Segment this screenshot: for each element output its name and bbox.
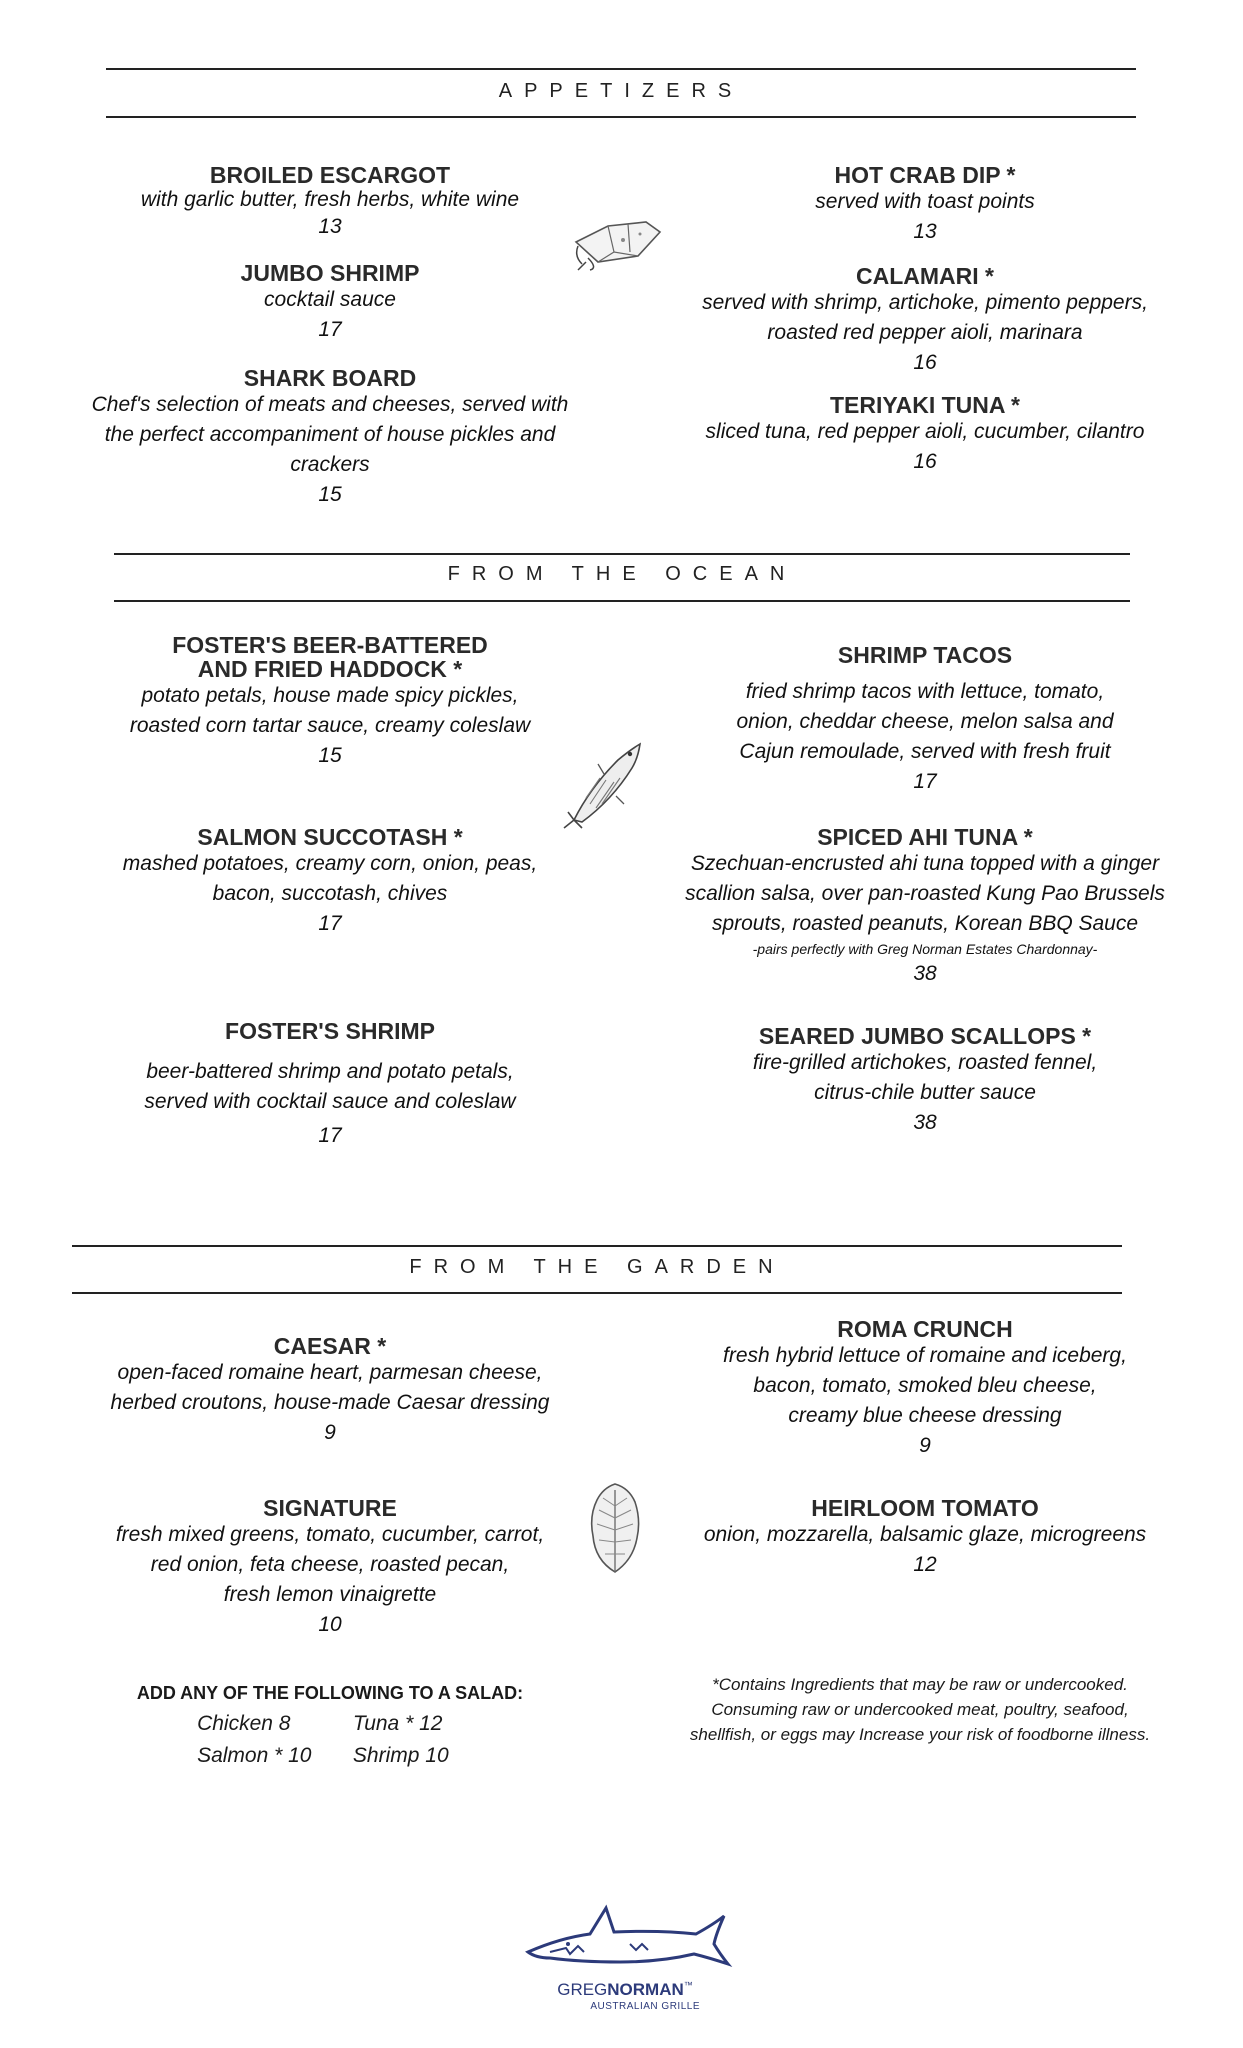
- item-desc: onion, cheddar cheese, melon salsa and: [736, 710, 1114, 733]
- menu-item-seared-scallops: [665, 1024, 1185, 1138]
- notice-line: shellfish, or eggs may Increase your risk of foodborne illness.: [689, 1725, 1151, 1744]
- menu-item-hot-crab-dip: [665, 163, 1185, 247]
- item-desc: sliced tuna, red pepper aioli, cucumber, cilantro: [705, 420, 1145, 443]
- item-name: ROMA CRUNCH: [837, 1316, 1013, 1342]
- menu-item-heirloom-tomato: [665, 1496, 1185, 1580]
- addons-row: [130, 1708, 530, 1740]
- lettuce-leaf-illustration-icon: [585, 1480, 645, 1581]
- item-desc: served with toast points: [815, 190, 1035, 213]
- menu-item-escargot: [80, 163, 580, 241]
- item-desc: red onion, feta cheese, roasted pecan,: [150, 1553, 510, 1576]
- item-desc: the perfect accompaniment of house pickles and: [104, 423, 556, 446]
- addon-shrimp: Shrimp 10: [352, 1744, 449, 1767]
- item-name: HEIRLOOM TOMATO: [811, 1495, 1039, 1521]
- ocean-heading: FROM THE OCEAN: [447, 563, 797, 585]
- notice-line: Consuming raw or undercooked meat, poultry, seafood,: [711, 1700, 1129, 1719]
- item-desc: cocktail sauce: [264, 288, 396, 311]
- raw-food-notice: [640, 1672, 1200, 1747]
- item-name: BROILED ESCARGOT: [209, 162, 451, 188]
- item-desc: with garlic butter, fresh herbs, white wine: [140, 188, 520, 211]
- item-desc: mashed potatoes, creamy corn, onion, peas,: [122, 852, 538, 875]
- menu-item-jumbo-shrimp: [80, 261, 580, 345]
- salad-addons: [130, 1683, 530, 1772]
- item-price: 13: [913, 220, 937, 243]
- item-desc: beer-battered shrimp and potato petals,: [146, 1060, 514, 1083]
- wine-pairing-note: -pairs perfectly with Greg Norman Estates Chardonnay-: [752, 941, 1098, 957]
- addon-salmon: Salmon * 10: [197, 1744, 312, 1767]
- item-desc: citrus-chile butter sauce: [814, 1081, 1036, 1104]
- item-name: JUMBO SHRIMP: [240, 260, 420, 286]
- item-name: SALMON SUCCOTASH *: [197, 824, 463, 850]
- item-name: SHARK BOARD: [243, 365, 417, 391]
- item-price: 15: [318, 744, 342, 767]
- item-desc: potato petals, house made spicy pickles,: [141, 684, 519, 707]
- menu-item-shrimp-tacos: [665, 643, 1185, 797]
- item-desc: Szechuan-encrusted ahi tuna topped with a ginger: [690, 852, 1160, 875]
- item-name: SIGNATURE: [263, 1495, 397, 1521]
- fish-illustration-icon: [560, 738, 650, 835]
- item-desc: fire-grilled artichokes, roasted fennel,: [752, 1051, 1098, 1074]
- item-desc: fresh lemon vinaigrette: [223, 1583, 437, 1606]
- logo-subtitle: AUSTRALIAN GRILLE: [590, 2001, 700, 2012]
- item-desc: roasted red pepper aioli, marinara: [767, 321, 1083, 344]
- logo-wordmark: [510, 1980, 740, 2000]
- item-price: 38: [913, 962, 937, 985]
- greg-norman-logo: [510, 1900, 740, 2020]
- item-desc: fried shrimp tacos with lettuce, tomato,: [745, 680, 1105, 703]
- menu-item-roma-crunch: [665, 1317, 1185, 1461]
- item-desc: Cajun remoulade, served with fresh fruit: [739, 740, 1111, 763]
- ocean-rule-top: [114, 553, 1130, 555]
- item-name: FOSTER'S BEER-BATTERED: [172, 632, 488, 658]
- item-desc: onion, mozzarella, balsamic glaze, microgreens: [703, 1523, 1147, 1546]
- garden-rule-top: [72, 1245, 1122, 1247]
- item-name: CALAMARI *: [856, 263, 994, 289]
- item-price: 16: [913, 450, 937, 473]
- addon-tuna: Tuna * 12: [352, 1712, 443, 1735]
- item-desc: scallion salsa, over pan-roasted Kung Pao Brussels: [685, 882, 1165, 905]
- item-price: 38: [913, 1111, 937, 1134]
- item-price: 10: [318, 1613, 342, 1636]
- item-desc: served with cocktail sauce and coleslaw: [144, 1090, 516, 1113]
- shark-logo-icon: [510, 1900, 740, 1980]
- logo-greg: GREG: [557, 1980, 608, 1999]
- item-price: 13: [318, 215, 342, 238]
- item-price: 17: [913, 770, 937, 793]
- item-desc: bacon, tomato, smoked bleu cheese,: [753, 1374, 1097, 1397]
- item-desc: crackers: [290, 453, 370, 476]
- appetizers-rule-bottom: [106, 116, 1136, 118]
- menu-item-salmon-succotash: [80, 825, 580, 939]
- item-name: SPICED AHI TUNA *: [817, 824, 1033, 850]
- appetizers-rule-top: [106, 68, 1136, 70]
- item-desc: bacon, succotash, chives: [212, 882, 448, 905]
- addons-row: [130, 1740, 530, 1772]
- item-price: 9: [324, 1421, 336, 1444]
- item-price: 12: [913, 1553, 937, 1576]
- item-desc: open-faced romaine heart, parmesan cheese,: [117, 1361, 543, 1384]
- addon-chicken: Chicken 8: [197, 1712, 291, 1735]
- addons-title: ADD ANY OF THE FOLLOWING TO A SALAD:: [136, 1683, 524, 1703]
- item-desc: roasted corn tartar sauce, creamy coleslaw: [129, 714, 531, 737]
- menu-item-fried-haddock: [80, 633, 580, 771]
- item-name: AND FRIED HADDOCK *: [197, 656, 463, 682]
- item-price: 17: [318, 1124, 342, 1147]
- menu-item-signature-salad: [80, 1496, 580, 1640]
- item-name: SHRIMP TACOS: [837, 642, 1013, 668]
- item-price: 9: [919, 1434, 931, 1457]
- item-desc: Chef's selection of meats and cheeses, served with: [91, 393, 569, 416]
- menu-item-spiced-ahi-tuna: [660, 825, 1190, 989]
- item-desc: sprouts, roasted peanuts, Korean BBQ Sauce: [711, 912, 1139, 935]
- item-price: 16: [913, 351, 937, 374]
- item-name: FOSTER'S SHRIMP: [225, 1018, 435, 1044]
- item-desc: creamy blue cheese dressing: [788, 1404, 1062, 1427]
- item-name: HOT CRAB DIP *: [834, 162, 1016, 188]
- item-desc: herbed croutons, house-made Caesar dressing: [110, 1391, 550, 1414]
- menu-item-fosters-shrimp: [80, 1019, 580, 1151]
- menu-item-calamari: [665, 264, 1185, 378]
- bread-illustration-icon: [568, 212, 668, 277]
- item-price: 17: [318, 912, 342, 935]
- item-desc: fresh hybrid lettuce of romaine and iceberg,: [723, 1344, 1127, 1367]
- menu-item-teriyaki-tuna: [665, 393, 1185, 477]
- ocean-rule-bottom: [114, 600, 1130, 602]
- item-name: SEARED JUMBO SCALLOPS *: [758, 1023, 1092, 1049]
- appetizers-heading: APPETIZERS: [498, 80, 744, 102]
- garden-heading: FROM THE GARDEN: [409, 1256, 785, 1278]
- logo-norman: NORMAN: [607, 1980, 684, 1999]
- notice-line: *Contains Ingredients that may be raw or undercooked.: [712, 1675, 1128, 1694]
- garden-rule-bottom: [72, 1292, 1122, 1294]
- item-desc: fresh mixed greens, tomato, cucumber, carrot,: [115, 1523, 545, 1546]
- item-price: 17: [318, 318, 342, 341]
- item-name: CAESAR *: [273, 1333, 387, 1359]
- item-price: 15: [318, 483, 342, 506]
- item-name: TERIYAKI TUNA *: [830, 392, 1020, 418]
- menu-item-shark-board: [70, 366, 590, 510]
- item-desc: served with shrimp, artichoke, pimento peppers,: [702, 291, 1148, 314]
- logo-tm: ™: [683, 1980, 693, 1990]
- menu-item-caesar: [80, 1334, 580, 1448]
